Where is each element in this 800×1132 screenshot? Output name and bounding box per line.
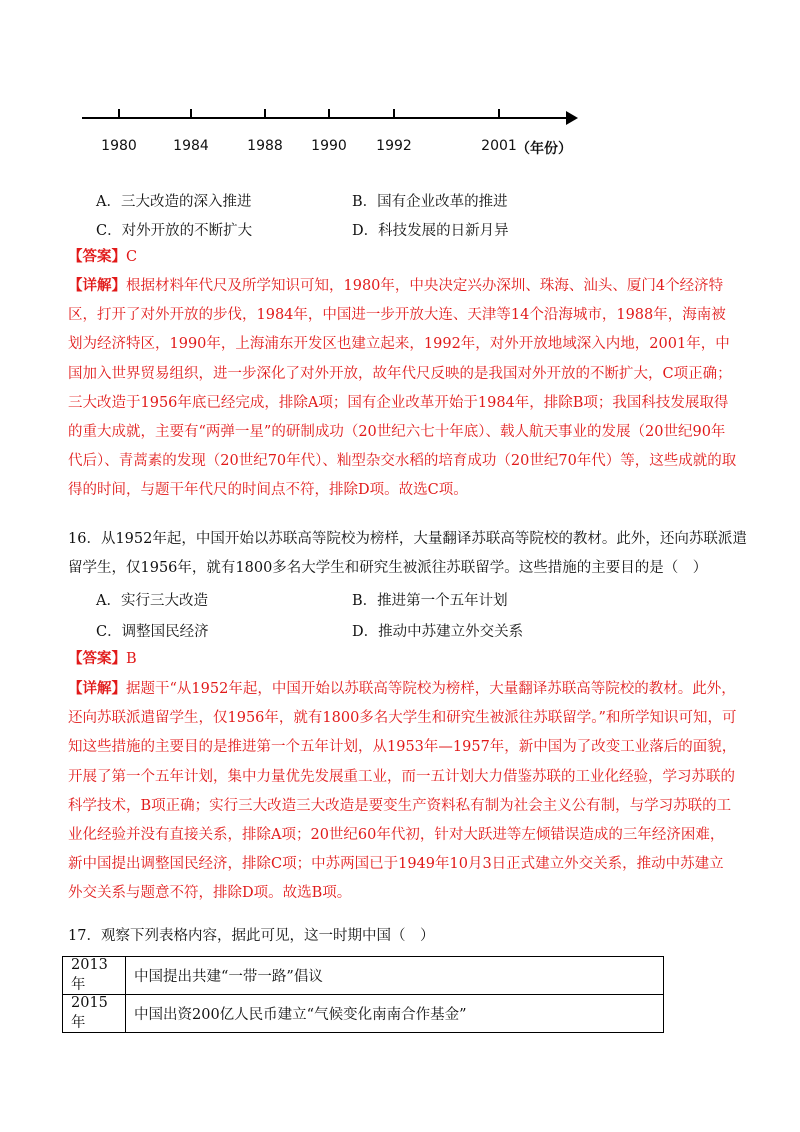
detail-text: 根据材料年代尺及所学知识可知，1980年，中央决定兴办深圳、珠海、汕头、厦门4个经济特区，打开了对外开放的步伐，1984年，中国进一步开放大连、天津等14个沿海城市，1988年，海南被划为经济特区，1990年，上海浦东开发区也建立起来，1992年，对外开放地域深入内地，2001年，中国加入世界贸易组织，进一步深化了对外开放，故年代尺反映的是我国对外开放的不断扩大，C项正确；三大改造于1956年底已经完成，排除A项；国有企业改革开始于1984年，排除B项；我国科技发展取得的重大成就，主要有“两弹一星”的研制成功（20世纪六七十年底）、载人航天事业的发展（20世纪90年代后）、青蒿素的发现（20世纪70年代）、籼型杂交水稻的培育成功（20世纪70年代）等，这些成就的取得的时间，与题干年代尺的时间点不符，排除D项。故选C项。 [68,278,737,499]
timeline-tick [264,109,266,119]
q15-option-b: B．国有企业改革的推进 [352,194,508,210]
q16-option-a: A．实行三大改造 [96,593,208,609]
q15-option-d: D．科技发展的日新月异 [352,223,509,239]
timeline-label: 1990 [311,138,347,154]
timeline-tick [393,109,395,119]
q16-option-d: D．推动中苏建立外交关系 [352,624,524,640]
table-cell-event: 中国出资200亿人民币建立“气候变化南南合作基金” [126,995,664,1033]
q17-table [62,956,664,1033]
q16-stem: 16．从1952年起，中国开始以苏联高等院校为榜样，大量翻译苏联高等院校的教材。此外，还向苏联派遣留学生，仅1956年，就有1800多名大学生和研究生被派往苏联留学。这些措施的主要目的是（ ） [68,531,747,577]
q16-option-c: C．调整国民经济 [96,624,209,640]
q15-answer [68,242,738,272]
timeline-tick [118,109,120,119]
q17-stem: 17．观察下列表格内容，据此可见，这一时期中国（ ） [68,928,435,944]
q16-answer [68,644,738,674]
timeline-label: 1988 [247,138,283,154]
timeline-label: 2001 [481,138,517,154]
timeline-arrow-icon [566,111,578,125]
timeline-unit: （年份） [516,141,572,157]
timeline-label: 1992 [376,138,412,154]
q15-detail [68,271,738,506]
table-row [63,957,664,995]
table-cell-year: 2013年 [63,957,126,995]
q15-option-a: A．三大改造的深入推进 [96,194,252,210]
table-cell-year: 2015年 [63,995,126,1033]
answer-value: C [126,249,138,265]
timeline-label: 1984 [173,138,209,154]
timeline-tick [190,109,192,119]
q16-detail [68,674,738,909]
answer-tag: 【答案】 [68,650,126,667]
answer-value: B [126,651,137,667]
timeline-label: 1980 [101,138,137,154]
timeline [80,100,600,170]
timeline-axis [82,117,568,119]
q16-option-b: B．推进第一个五年计划 [352,593,508,609]
table-row [63,995,664,1033]
timeline-tick [498,109,500,119]
q15-option-c: C．对外开放的不断扩大 [96,223,253,239]
detail-text: 据题干“从1952年起，中国开始以苏联高等院校为榜样，大量翻译苏联高等院校的教材。此外，还向苏联派遣留学生，仅1956年，就有1800多名大学生和研究生被派往苏联留学。”和所学知识可知，可知这些措施的主要目的是推进第一个五年计划，从1953年—1957年，新中国为了改变工业落后的面貌，开展了第一个五年计划，集中力量优先发展重工业，而一五计划大力借鉴苏联的工业化经验，学习苏联的科学技术，B项正确；实行三大改造三大改造是要变生产资料私有制为社会主义公有制，与学习苏联的工业化经验并没有直接关系，排除A项；20世纪60年代初，针对大跃进等左倾错误造成的三年经济困难，新中国提出调整国民经济，排除C项；中苏两国已于1949年10月3日正式建立外交关系，推动中苏建立外交关系与题意不符，排除D项。故选B项。 [68,681,737,902]
detail-tag: 【详解】 [68,680,126,697]
timeline-tick [328,109,330,119]
table-cell-event: 中国提出共建“一带一路”倡议 [126,957,664,995]
detail-tag: 【详解】 [68,277,126,294]
answer-tag: 【答案】 [68,248,126,265]
